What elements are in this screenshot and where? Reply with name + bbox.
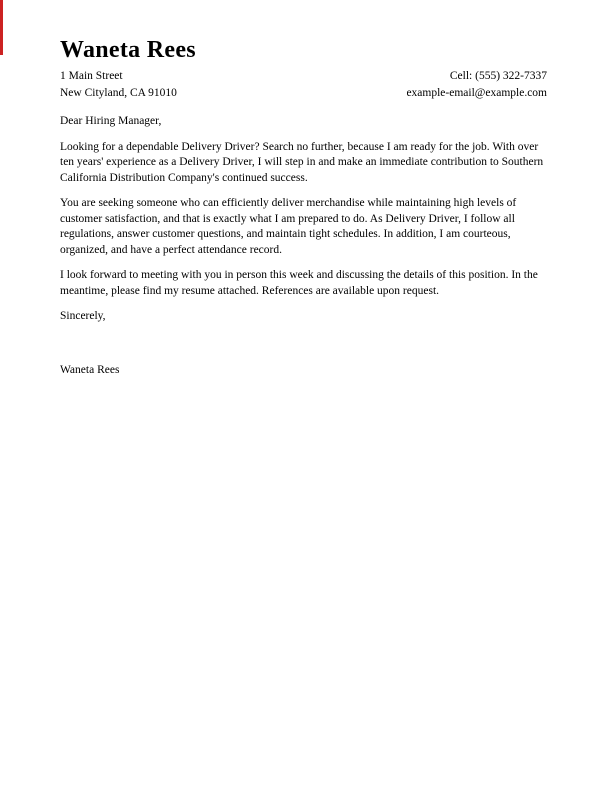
paragraph-1: Looking for a dependable Delivery Driver? Search no further, because I am ready for the job. With over ten years' experience as a Delivery Driver, I will step in and make an immediate contribution to Southern California Distribution Company's continued success. xyxy=(60,140,544,184)
paragraph-3: I look forward to meeting with you in person this week and discussing the details of this position. In the meantime, please find my resume attached. References are available upon request. xyxy=(60,269,538,297)
sender-name: Waneta Rees xyxy=(60,37,196,63)
left-accent-bar xyxy=(0,0,3,55)
sender-contact xyxy=(406,68,547,102)
letter-body xyxy=(60,114,547,378)
salutation: Dear Hiring Manager, xyxy=(60,115,162,127)
sender-address xyxy=(60,68,177,102)
email-address: example-email@example.com xyxy=(406,87,547,99)
letter-header xyxy=(60,36,547,102)
paragraph-2: You are seeking someone who can efficiently deliver merchandise while maintaining high levels of customer satisfaction, and that is exactly what I am prepared to do. As Delivery Driver, I follow all regulations, answer customer questions, and maintain tight schedules. In addition, I am courteous, organized, and have a perfect attendance record. xyxy=(60,197,517,256)
address-line-1: 1 Main Street xyxy=(60,70,123,82)
contact-row xyxy=(60,68,547,102)
address-line-2: New Cityland, CA 91010 xyxy=(60,87,177,99)
phone-number: Cell: (555) 322-7337 xyxy=(449,70,547,82)
signature-name: Waneta Rees xyxy=(60,363,120,376)
closing: Sincerely, xyxy=(60,310,106,322)
